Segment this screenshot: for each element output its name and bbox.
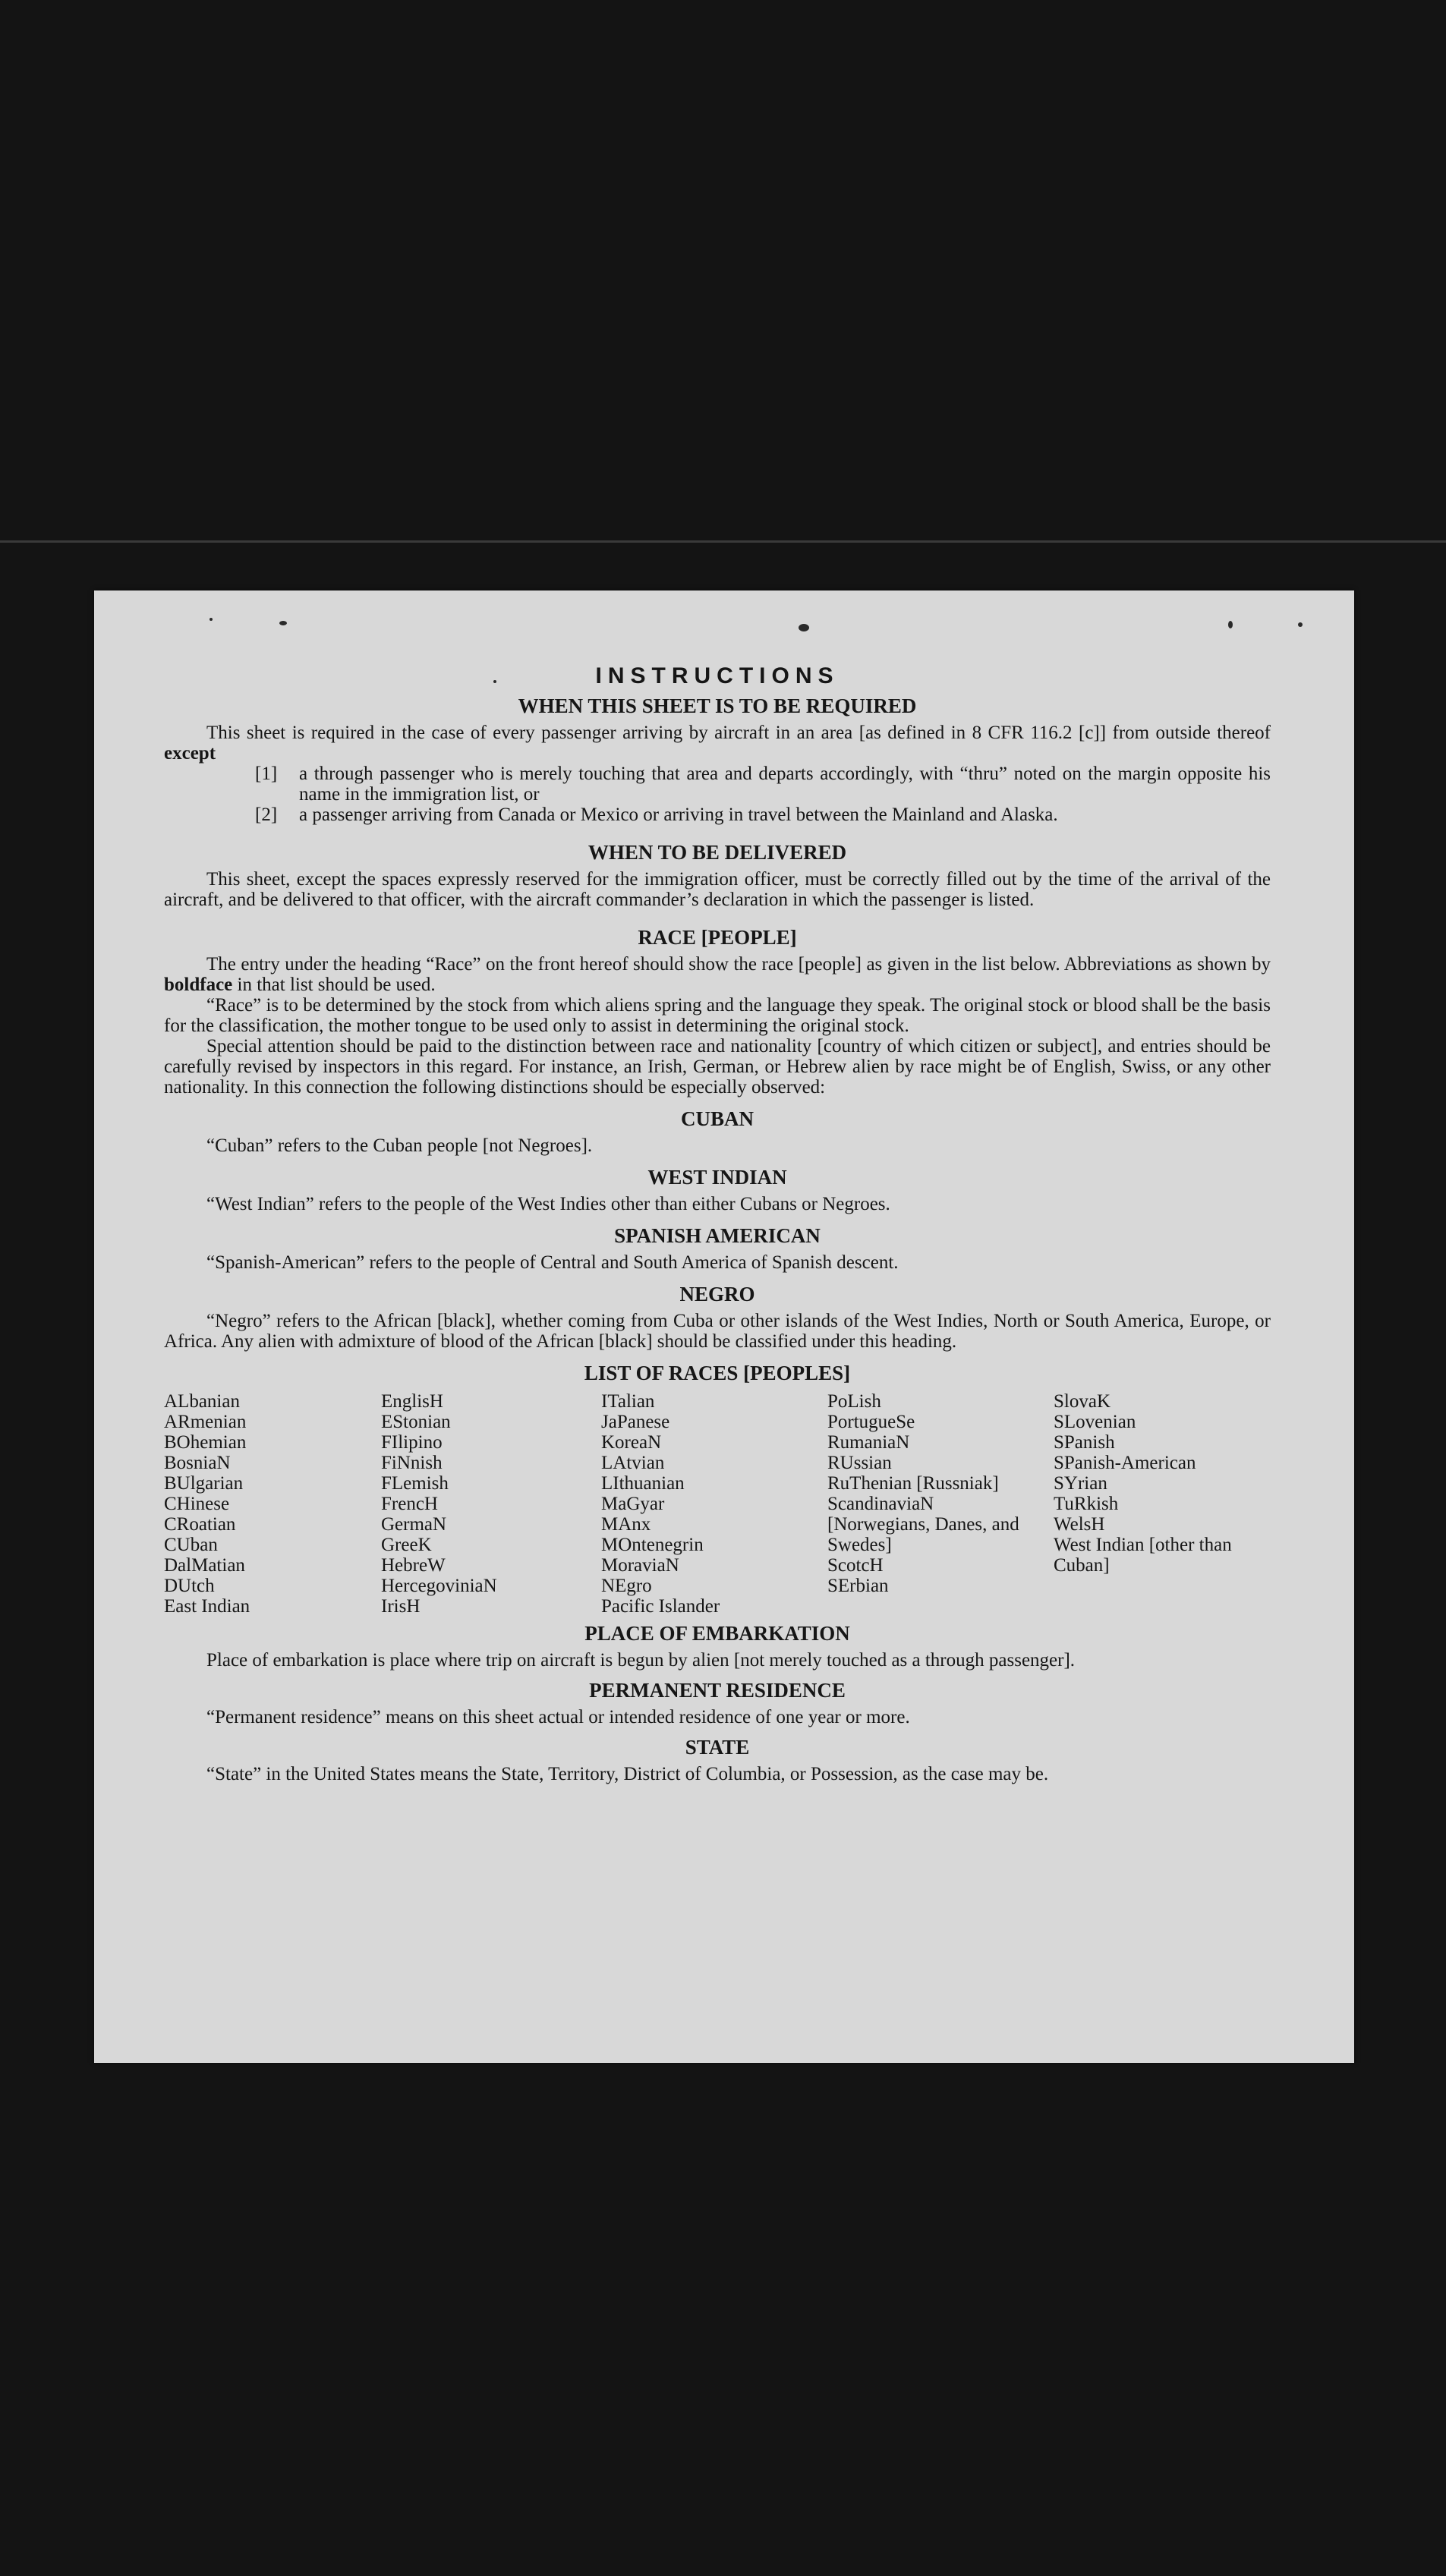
races-column-4 [827, 1391, 1054, 1617]
race-entry: WelsH [1054, 1514, 1105, 1535]
race-entry: HebreW [381, 1555, 446, 1576]
residence-text: “Permanent residence” means on this sheet actual or intended residence of one year or more. [206, 1707, 910, 1727]
race-paragraph-3: Special attention should be paid to the distinction between race and nationality [country of which citizen or subject], and entries should be carefully revised by inspectors in this regard. For instance, an Irish, German, or Hebrew alien by race might be of English, Swiss, or any other nationality. In this connection the following distinctions should be especially observed: [164, 1036, 1271, 1097]
heading-when-required: WHEN THIS SHEET IS TO BE REQUIRED [518, 694, 917, 717]
heading-spanish-american: SPANISH AMERICAN [614, 1224, 821, 1247]
race-entry: East Indian [164, 1596, 250, 1617]
embarkation-text: Place of embarkation is place where trip on aircraft is begun by alien [not merely touched as a through passenger]. [206, 1650, 1076, 1671]
race-entry: BosniaN [164, 1453, 231, 1473]
cuban-text: “Cuban” refers to the Cuban people [not Negroes]. [206, 1135, 593, 1156]
state-text: “State” in the United States means the State, Territory, District of Columbia, or Possession, as the case may be. [206, 1764, 1049, 1784]
race-entry: SlovaK [1054, 1391, 1110, 1412]
race-entry: GreeK [381, 1535, 432, 1555]
race-entry: Pacific Islander [601, 1596, 720, 1617]
race-entry: ScandinaviaN [Norwegians, Danes, and Swedes] [827, 1494, 1019, 1555]
when-delivered-text: This sheet, except the spaces expressly reserved for the immigration officer, must be correctly filled out by the time of the arrival of the aircraft, and be delivered to that officer, with the aircraft commander’s declaration in which the passenger is listed. [164, 869, 1271, 910]
scan-artifact-line [0, 540, 1446, 543]
race-paragraph-2: “Race” is to be determined by the stock from which aliens spring and the language they speak. The original stock or blood shall be the basis for the classification, the mother tongue to be used only to assist in determining the original stock. [164, 995, 1271, 1036]
races-column-1 [164, 1391, 381, 1617]
race-entry: BOhemian [164, 1432, 247, 1453]
race-entry: MoraviaN [601, 1555, 679, 1576]
race-entry: LAtvian [601, 1453, 665, 1473]
race-entry: FiNnish [381, 1453, 443, 1473]
race-entry: SErbian [827, 1576, 889, 1596]
race-paragraph-1: The entry under the heading “Race” on the front hereof should show the race [people] as given in the list below. Abbreviations as shown by boldface in that list should be used. [164, 954, 1271, 995]
race-entry: MaGyar [601, 1494, 665, 1514]
race-entry: IrisH [381, 1596, 421, 1617]
race-entry: RumaniaN [827, 1432, 910, 1453]
race-entry: ScotcH [827, 1555, 884, 1576]
races-column-2 [381, 1391, 601, 1617]
race-entry: MAnx [601, 1514, 651, 1535]
race-entry: TuRkish [1054, 1494, 1119, 1514]
race-entry: ARmenian [164, 1412, 247, 1432]
race-entry: CUban [164, 1535, 218, 1555]
heading-embarkation: PLACE OF EMBARKATION [584, 1622, 850, 1645]
race-entry: FrencH [381, 1494, 438, 1514]
race-entry: RuThenian [Russniak] [827, 1473, 999, 1494]
heading-list-of-races: LIST OF RACES [PEOPLES] [584, 1362, 851, 1384]
race-entry: ITalian [601, 1391, 655, 1412]
negro-text: “Negro” refers to the African [black], whether coming from Cuba or other islands of the West Indies, North or South America, Europe, or Africa. Any alien with admixture of blood of the African [black] should be classified under this heading. [164, 1311, 1271, 1352]
race-entry: ALbanian [164, 1391, 240, 1412]
race-entry: FIlipino [381, 1432, 443, 1453]
west-indian-text: “West Indian” refers to the people of the West Indies other than either Cubans or Negroes. [206, 1194, 890, 1214]
race-entry: KoreaN [601, 1432, 662, 1453]
race-entry: BUlgarian [164, 1473, 244, 1494]
race-entry: SPanish [1054, 1432, 1115, 1453]
heading-cuban: CUBAN [680, 1107, 754, 1130]
when-required-intro: This sheet is required in the case of every passenger arriving by aircraft in an area [as defined in 8 CFR 116.2 [c]] from outside thereof except [164, 723, 1271, 764]
heading-state: STATE [685, 1736, 750, 1759]
race-entry: SPanish-American [1054, 1453, 1196, 1473]
race-entry: JaPanese [601, 1412, 670, 1432]
race-entry: DUtch [164, 1576, 215, 1596]
heading-negro: NEGRO [679, 1283, 755, 1305]
race-entry: GermaN [381, 1514, 447, 1535]
exception-item: [1] a through passenger who is merely touching that area and departs accordingly, with “thru” noted on the margin opposite his name in the immigration list, or [255, 764, 1271, 805]
heading-race: RACE [PEOPLE] [638, 926, 797, 949]
race-entry: FLemish [381, 1473, 449, 1494]
races-column-3 [601, 1391, 827, 1617]
race-entry: DalMatian [164, 1555, 245, 1576]
spanish-american-text: “Spanish-American” refers to the people of Central and South America of Spanish descent. [206, 1252, 899, 1273]
page-title: INSTRUCTIONS [595, 663, 840, 688]
race-entry: CRoatian [164, 1514, 236, 1535]
heading-when-delivered: WHEN TO BE DELIVERED [588, 841, 847, 864]
race-entry: PoLish [827, 1391, 881, 1412]
race-entry: HercegoviniaN [381, 1576, 497, 1596]
race-entry: SYrian [1054, 1473, 1107, 1494]
race-entry: MOntenegrin [601, 1535, 704, 1555]
race-entry: CHinese [164, 1494, 230, 1514]
instruction-sheet [94, 590, 1354, 2063]
race-entry: RUssian [827, 1453, 892, 1473]
exception-item: [2] a passenger arriving from Canada or Mexico or arriving in travel between the Mainland and Alaska. [255, 805, 1058, 825]
races-table [164, 1391, 1271, 1617]
race-entry: SLovenian [1054, 1412, 1136, 1432]
race-entry: PortugueSe [827, 1412, 915, 1432]
race-entry: EStonian [381, 1412, 451, 1432]
race-entry: LIthuanian [601, 1473, 685, 1494]
exception-list [255, 764, 1271, 825]
race-entry: NEgro [601, 1576, 652, 1596]
race-entry: West Indian [other than Cuban] [1054, 1535, 1232, 1576]
race-entry: EnglisH [381, 1391, 443, 1412]
heading-residence: PERMANENT RESIDENCE [589, 1679, 846, 1702]
races-column-5 [1054, 1391, 1281, 1617]
heading-west-indian: WEST INDIAN [647, 1166, 787, 1189]
